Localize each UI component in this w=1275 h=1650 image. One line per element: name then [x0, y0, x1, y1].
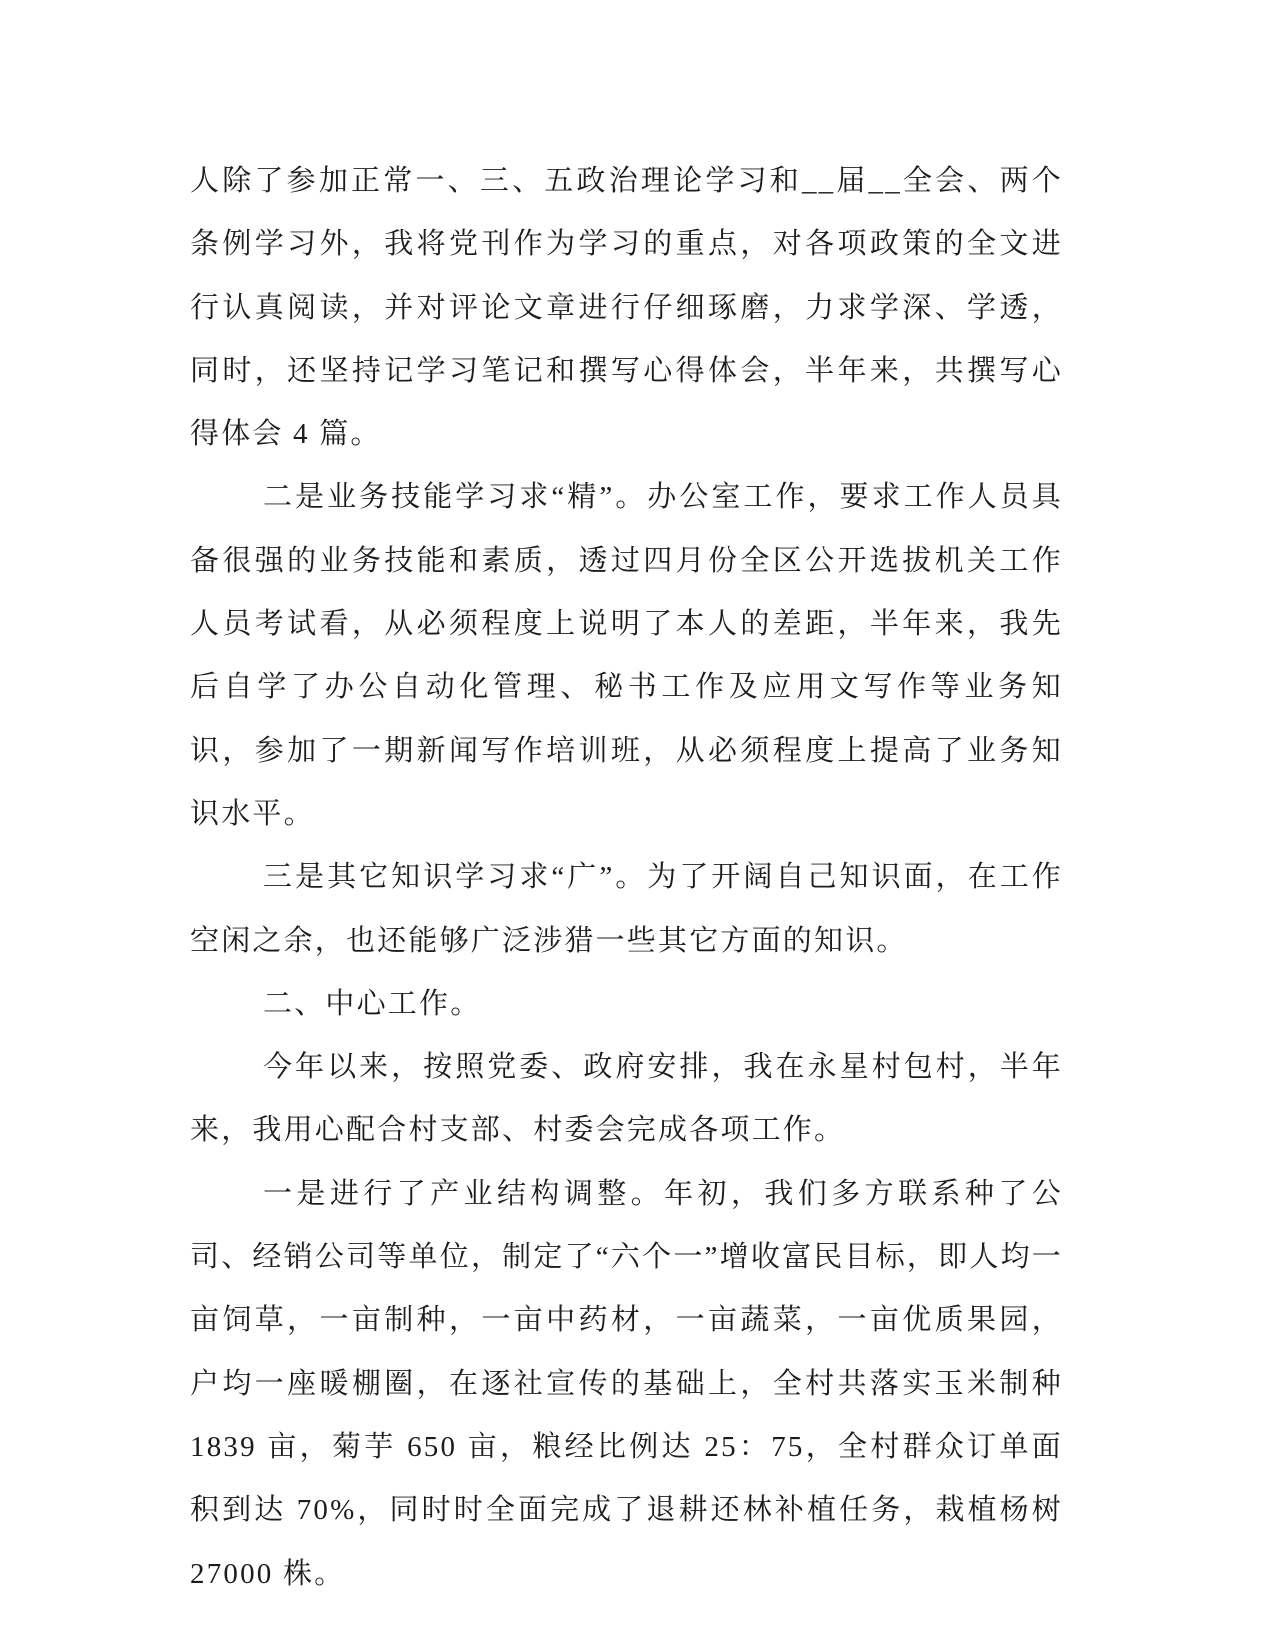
paragraph: 三是其它知识学习求“广”。为了开阔自己知识面，在工作空闲之余，也还能够广泛涉猎一些其它方面的知识。	[190, 861, 1063, 957]
document-body	[190, 150, 1063, 1606]
paragraph: 今年以来，按照党委、政府安排，我在永星村包村，半年来，我用心配合村支部、村委会完成各项工作。	[190, 1051, 1063, 1147]
paragraph: 二、中心工作。	[263, 987, 482, 1020]
paragraph: 二是业务技能学习求“精”。办公室工作，要求工作人员具备很强的业务技能和素质，透过四月份全区公开选拔机关工作人员考试看，从必须程度上说明了本人的差距，半年来，我先后自学了办公自动化管理、秘书工作及应用文写作等业务知识，参加了一期新闻写作培训班，从必须程度上提高了业务知识水平。	[190, 481, 1063, 830]
paragraph: 一是进行了产业结构调整。年初，我们多方联系种了公司、经销公司等单位，制定了“六个一”增收富民目标，即人均一亩饲草，一亩制种，一亩中药材，一亩蔬菜，一亩优质果园，户均一座暖棚圈，在逐社宣传的基础上，全村共落实玉米制种 1839 亩，菊芋 650 亩，粮经比例达 25：75，全村群众订单面积到达 70%，同时时全面完成了退耕还林补植任务，栽植杨树 27000 株。	[190, 1177, 1063, 1590]
paragraph: 人除了参加正常一、三、五政治理论学习和__届__全会、两个条例学习外，我将党刊作为学习的重点，对各项政策的全文进行认真阅读，并对评论文章进行仔细琢磨，力求学深、学透，同时，还坚持记学习笔记和撰写心得体会，半年来，共撰写心得体会 4 篇。	[190, 165, 1063, 451]
